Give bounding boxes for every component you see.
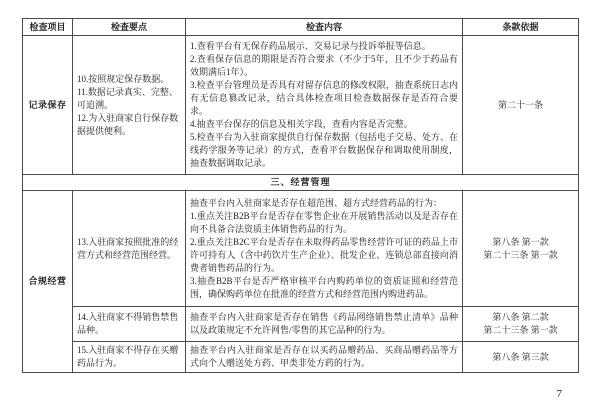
- content-cell-15: [186, 342, 463, 373]
- content-text: 抽查平台内入驻商家是否存在销售《药品网络销售禁止清单》品种以及政策规定不允许网售/零售的其它品种的行为。: [190, 312, 458, 335]
- content-cell-14: [186, 307, 463, 342]
- header-inspection-content: 检查内容: [186, 19, 463, 36]
- content-item-2: 2.重点关注B2C平台是否存在未取得药品零售经营许可证的药品上市许可持有人（含中药饮片生产企业）、批发企业、连锁总部直接向消费者销售药品的行为。: [190, 236, 458, 273]
- item-cell-compliance: 合规经营: [23, 191, 73, 373]
- row-record-keeping: [23, 36, 579, 175]
- content-cell-record-keeping: [186, 36, 463, 175]
- key-points-cell-14: [73, 307, 186, 342]
- row-compliance-14: [23, 307, 579, 342]
- key-point-11: 11.数据记录真实、完整、可追溯。: [77, 86, 178, 110]
- row-compliance-13: [23, 191, 579, 307]
- clause-cell-13: [463, 191, 579, 307]
- header-clause-basis: 条款依据: [463, 19, 579, 36]
- section-title: 三、经营管理: [23, 175, 579, 191]
- content-item-1: 1.重点关注B2B平台是否存在零售企业在开展销售活动以及是否存在向不具备合法资质主体销售药品的行为。: [190, 210, 458, 234]
- clause-line-1: 第八条 第三款: [492, 351, 549, 362]
- content-item-2: 2.查看保存信息的期限是否符合要求（不少于5年，且不少于药品有效期满后1年）。: [190, 54, 458, 77]
- page-number: 7: [556, 388, 562, 400]
- clause-line-1: 第八条 第一款: [492, 236, 549, 247]
- clause-line-2: 第二十三条 第一款: [483, 325, 558, 335]
- section-row-business-management: [23, 175, 579, 191]
- header-key-points: 检查要点: [73, 19, 186, 36]
- content-item-3: 3.抽查B2B平台是否严格审核平台内购药单位的资质证照和经营范围，确保购药单位在批准的经营方式和经营范围内购进药品。: [190, 275, 458, 299]
- key-points-cell-record-keeping: [73, 36, 186, 175]
- clause-cell-record-keeping: [463, 36, 579, 175]
- content-cell-13: [186, 191, 463, 307]
- clause-line: 第二十一条: [497, 99, 543, 110]
- clause-line-2: 第二十三条 第一款: [483, 249, 558, 260]
- inspection-table: [22, 18, 579, 373]
- content-text: 抽查平台内入驻商家是否存在以买药品赠药品、买商品赠药品等方式向个人赠送处方药、甲类非处方药的行为。: [190, 345, 458, 368]
- key-point-10: 10.按照规定保存数据。: [77, 73, 170, 84]
- clause-line-1: 第八条 第二款: [492, 312, 549, 322]
- header-inspection-item: 检查项目: [23, 19, 73, 36]
- key-points-cell-15: [73, 342, 186, 373]
- clause-cell-15: [463, 342, 579, 373]
- key-point-13: 13.入驻商家按照批准的经营方式和经营范围经营。: [77, 236, 179, 260]
- content-item-5: 5.检查平台为入驻商家提供自行保存数据（包括电子交易、处方、在线药学服务等记录）的方式，查看平台数据保存和调取使用制度，抽查数据调取记录。: [190, 132, 458, 168]
- content-item-1: 1.查看平台有无保存药品展示、交易记录与投诉举报等信息。: [190, 41, 431, 51]
- content-intro: 抽查平台内入驻商家是否存在超范围、超方式经营药品的行为：: [190, 197, 443, 208]
- clause-cell-14: [463, 307, 579, 342]
- key-points-cell-13: [73, 191, 186, 307]
- item-cell-record-keeping: 记录保存: [23, 36, 73, 175]
- key-point-12: 12.为入驻商家自行保存数据提供便利。: [77, 112, 179, 136]
- content-item-4: 4.抽查平台保存的信息及相关字段，查看内容是否完整。: [190, 119, 413, 129]
- content-item-3: 3.检查平台管理员是否具有对留存信息的修改权限，抽查系统日志内有无信息篡改记录，结合具体检查项目检查数据保存是否符合要求。: [190, 80, 458, 116]
- key-point-14: 14.入驻商家不得销售禁售品种。: [77, 312, 179, 335]
- key-point-15: 15.入驻商家不得存在买赠药品行为。: [77, 345, 179, 368]
- table-header-row: [23, 19, 579, 36]
- row-compliance-15: [23, 342, 579, 373]
